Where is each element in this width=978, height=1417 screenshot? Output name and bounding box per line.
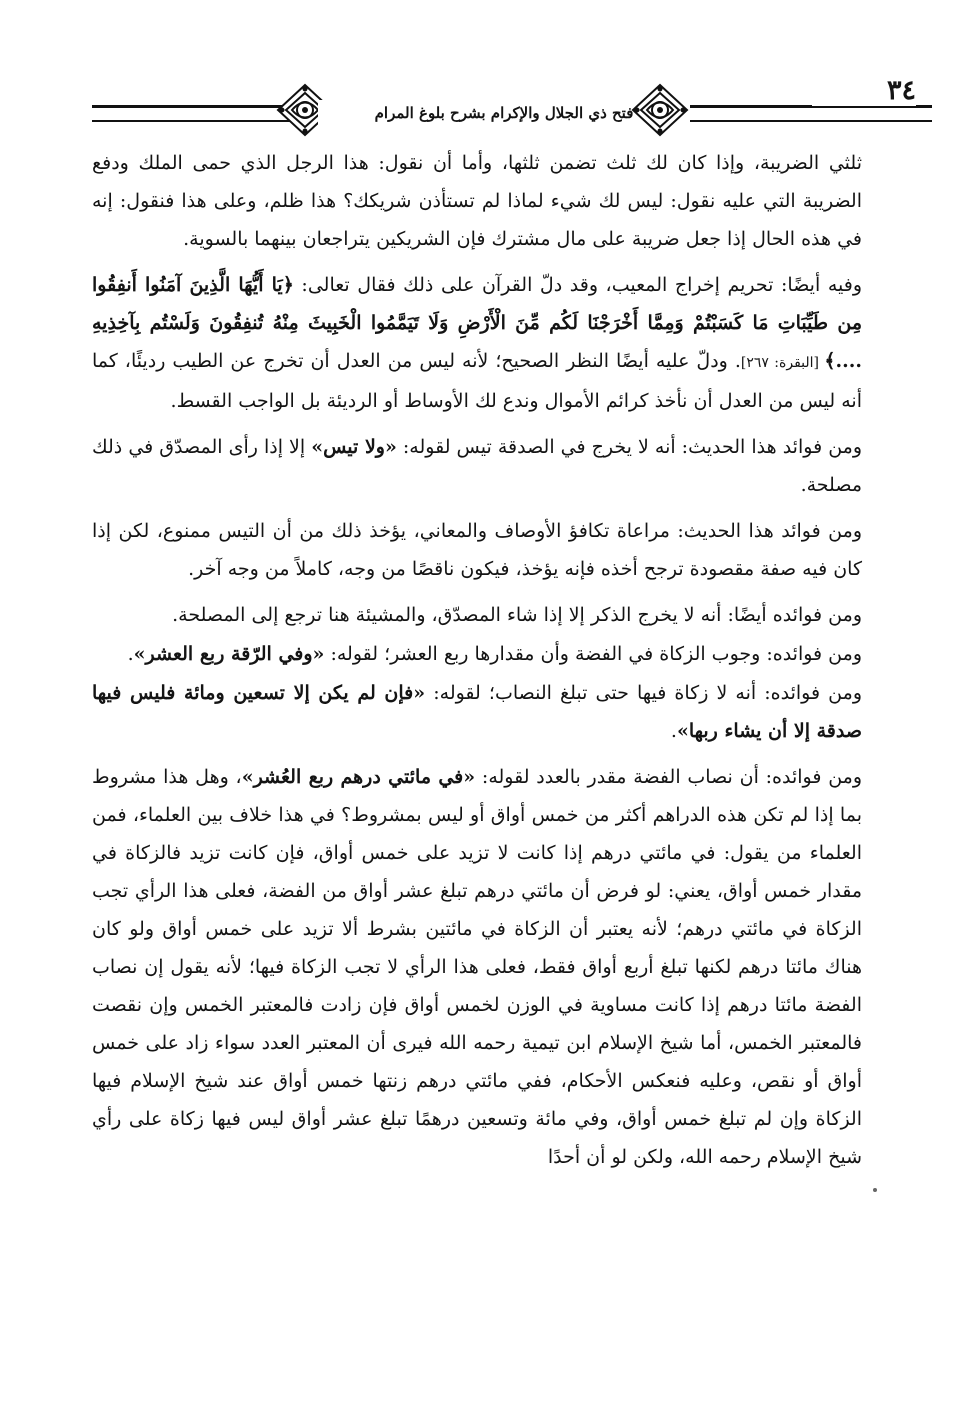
paragraph — [92, 758, 862, 1176]
paragraph-text: . ودلّ عليه أيضًا النظر الصحيح؛ لأنه ليس من العدل أن تخرج عن الطيب رديئًا، كما أنه ليس من العدل أن نأخذ كرائم الأموال وندع لك الأوساط أو الرديئة بل الواجب القسط. — [92, 350, 862, 412]
paragraph — [92, 144, 862, 258]
paragraph-text: ومن فوائده: أنه لا زكاة فيها حتى تبلغ النصاب؛ لقوله: — [425, 682, 862, 704]
paragraph — [92, 512, 862, 588]
paragraph-text: . — [127, 643, 134, 665]
paragraph-text: ثلثي الضريبة، وإذا كان لك ثلث تضمن ثلثها، وأما أن نقول: هذا الرجل الذي حمى الملك ودفع الضريبة التي عليه نقول: ليس لك شيء لماذا لم تستأذن شريكك؟ هذا ظلم، وعلى هذا فنقول: إنه في هذه الحال إذا جعل ضريبة على مال مشترك فإن الشريكين يتراجعان بينهما بالسوية. — [92, 152, 862, 250]
paragraph-text: إلا إذا رأى المصدّق في ذلك مصلحة. — [92, 436, 862, 496]
hadith-quote: «فإن لم يكن إلا تسعين ومائة فليس فيها صدقة إلا أن يشاء ربها» — [92, 682, 862, 742]
paragraph-text: ومن فوائده: وجوب الزكاة في الفضة وأن مقدارها ربع العشر؛ لقوله: — [324, 643, 862, 665]
paragraph — [92, 635, 862, 673]
paragraph-text: . — [670, 720, 677, 742]
verse-citation: [البقرة: ٢٦٧] — [740, 355, 825, 371]
paragraph — [92, 266, 862, 420]
paragraph — [92, 674, 862, 750]
running-title: فتح ذي الجلال والإكرام بشرح بلوغ المرام — [318, 100, 690, 126]
page-number: ٣٤ — [812, 76, 916, 106]
paragraph — [92, 428, 862, 504]
paragraph — [92, 596, 862, 634]
margin-mark — [873, 1188, 877, 1192]
page-body — [92, 144, 862, 1176]
paragraph-text: ومن فوائد هذا الحديث: أنه لا يخرج في الصدقة تيس لقوله: — [396, 436, 863, 458]
paragraph-text: وفيه أيضًا: تحريم إخراج المعيب، وقد دلّ القرآن على ذلك فقال تعالى: — [293, 274, 862, 296]
arabesque-ornament-icon — [627, 81, 693, 139]
hadith-quote: «في مائتي درهم ربع العُشر» — [241, 766, 476, 788]
quran-verse: ﴿يَا أَيُّهَا الَّذِينَ آمَنُوا أَنفِقُوا مِن طَيِّبَاتِ مَا كَسَبْتُمْ وَمِمَّا أَخْرَجْنَا لَكُم مِّنَ الْأَرْضِ وَلَا تَيَمَّمُوا الْخَبِيثَ مِنْهُ تُنفِقُونَ وَلَسْتُم بِآخِذِيهِ ....﴾ — [92, 274, 862, 372]
hadith-quote: «ولا تيس» — [311, 436, 397, 458]
page-header — [92, 75, 932, 138]
paragraph-text: ومن فوائد هذا الحديث: مراعاة تكافؤ الأوصاف والمعاني، يؤخذ ذلك من أن التيس ممنوع، لكن إذا كان فيه صفة مقصودة ترجح أخذه فإنه يؤخذ، فيكون ناقصًا من وجه، كاملاً من وجه آخر. — [92, 520, 862, 580]
hadith-quote: «وفي الرّقة ربع العشر» — [133, 643, 325, 665]
paragraph-text: ومن فوائده أيضًا: أنه لا يخرج الذكر إلا إذا شاء المصدّق، والمشيئة هنا ترجع إلى المصلحة. — [172, 604, 862, 626]
paragraph-text: ومن فوائده: أن نصاب الفضة مقدر بالعدد لقوله: — [475, 766, 863, 788]
paragraph-text: ، وهل هذا مشروط بما إذا لم تكن هذه الدراهم أكثر من خمس أواق أو ليس بمشروط؟ في هذا خلاف بين العلماء، فمن العلماء من يقول: في مائتي درهم إذا كانت لا تزيد على خمس أواق، فإن كانت تزيد فالزكاة في مقدار خمس أواق، يعني: لو فرض أن مائتي درهم تبلغ عشر أواق من الفضة، فعلى هذا الرأي تجب الزكاة في مائتي درهم؛ لأنه يعتبر أن الزكاة في مائتين بشرط ألا تزيد على خمس أواق ولو كان هناك مائتا درهم لكنها تبلغ أربع أواق فقط، فعلى هذا الرأي لا تجب الزكاة فيها؛ لأنه يقول إن نصاب الفضة مائتا درهم إذا كانت مساوية في الوزن لخمس أواق فإن زادت فالمعتبر الخمس وإن نقصت فالمعتبر الخمس، أما شيخ الإسلام ابن تيمية رحمه الله فيرى أن المعتبر العدد سواء زاد على خمس أواق أو نقص، وعليه فنعكس الأحكام، ففي مائتي درهم زنتها خمس أواق عند شيخ الإسلام فيها الزكاة وإن لم تبلغ خمس أواق، وفي مائة وتسعين درهمًا تبلغ عشر أواق ليس فيها زكاة على رأي شيخ الإسلام رحمه الله، ولكن لو أن أحدًا — [92, 766, 862, 1168]
